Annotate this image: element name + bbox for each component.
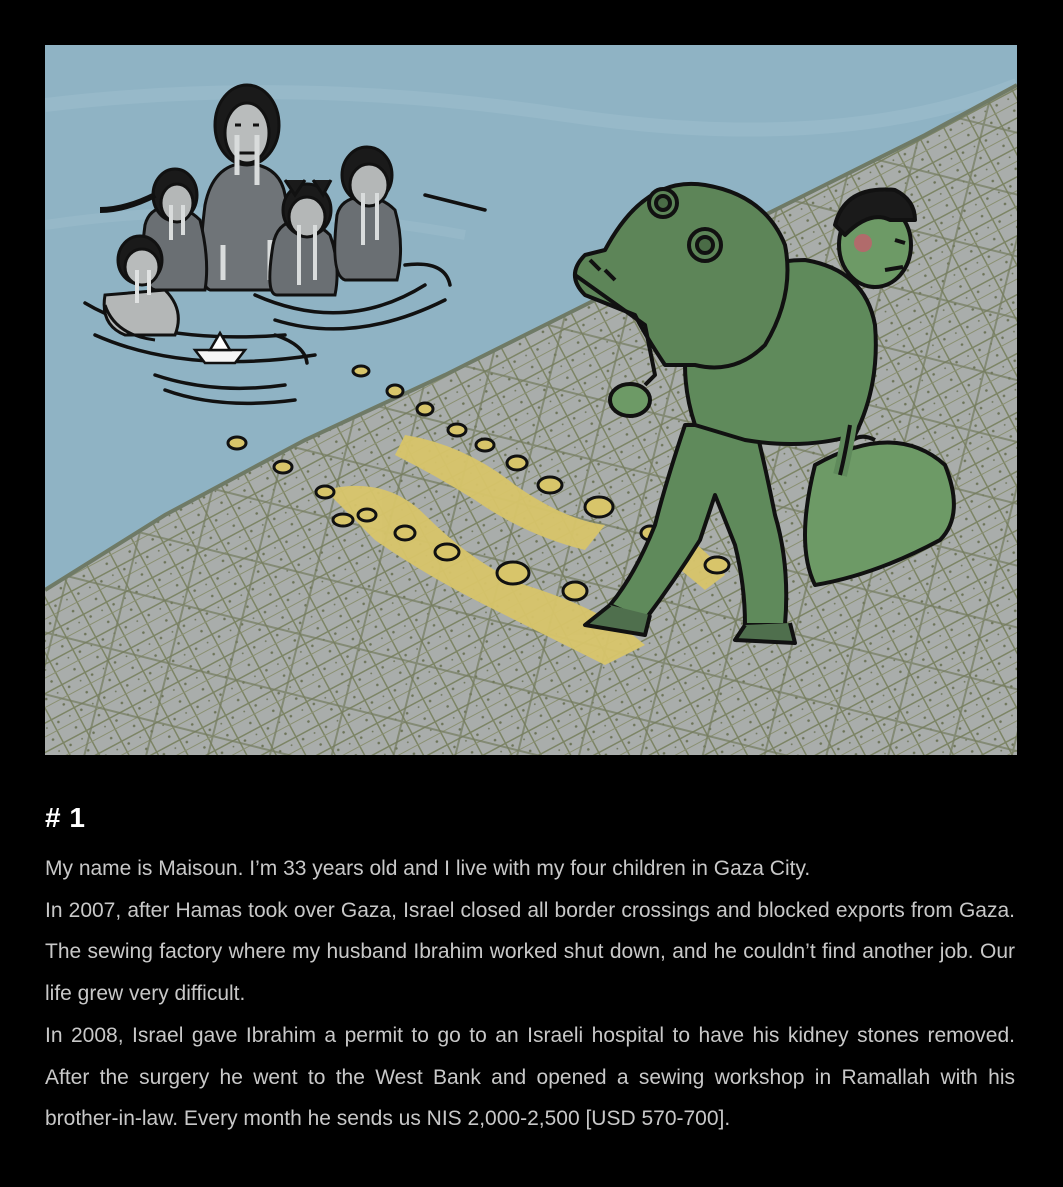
story-section bbox=[45, 800, 1015, 1140]
story-number-heading: # 1 bbox=[45, 802, 86, 833]
story-paragraph-1: My name is Maisoun. I’m 33 years old and I live with my four children in Gaza City. bbox=[45, 857, 811, 880]
story-paragraph-2: In 2007, after Hamas took over Gaza, Israel closed all border crossings and blocked exports from Gaza. The sewing factory where my husband Ibrahim worked shut down, and he couldn’t find another job. Our life grew very difficult. bbox=[45, 898, 1015, 1006]
story-paragraph-3: In 2008, Israel gave Ibrahim a permit to go to an Israeli hospital to have his kidney stones removed. After the surgery he went to the West Bank and opened a sewing workshop in Ramallah with his brother-in-law. Every month he sends us NIS 2,000-2,500 [USD 570-700]. bbox=[45, 1023, 1015, 1131]
illustration-artwork bbox=[45, 45, 1017, 755]
son-figure-right bbox=[335, 147, 401, 280]
story-illustration bbox=[45, 45, 1017, 755]
